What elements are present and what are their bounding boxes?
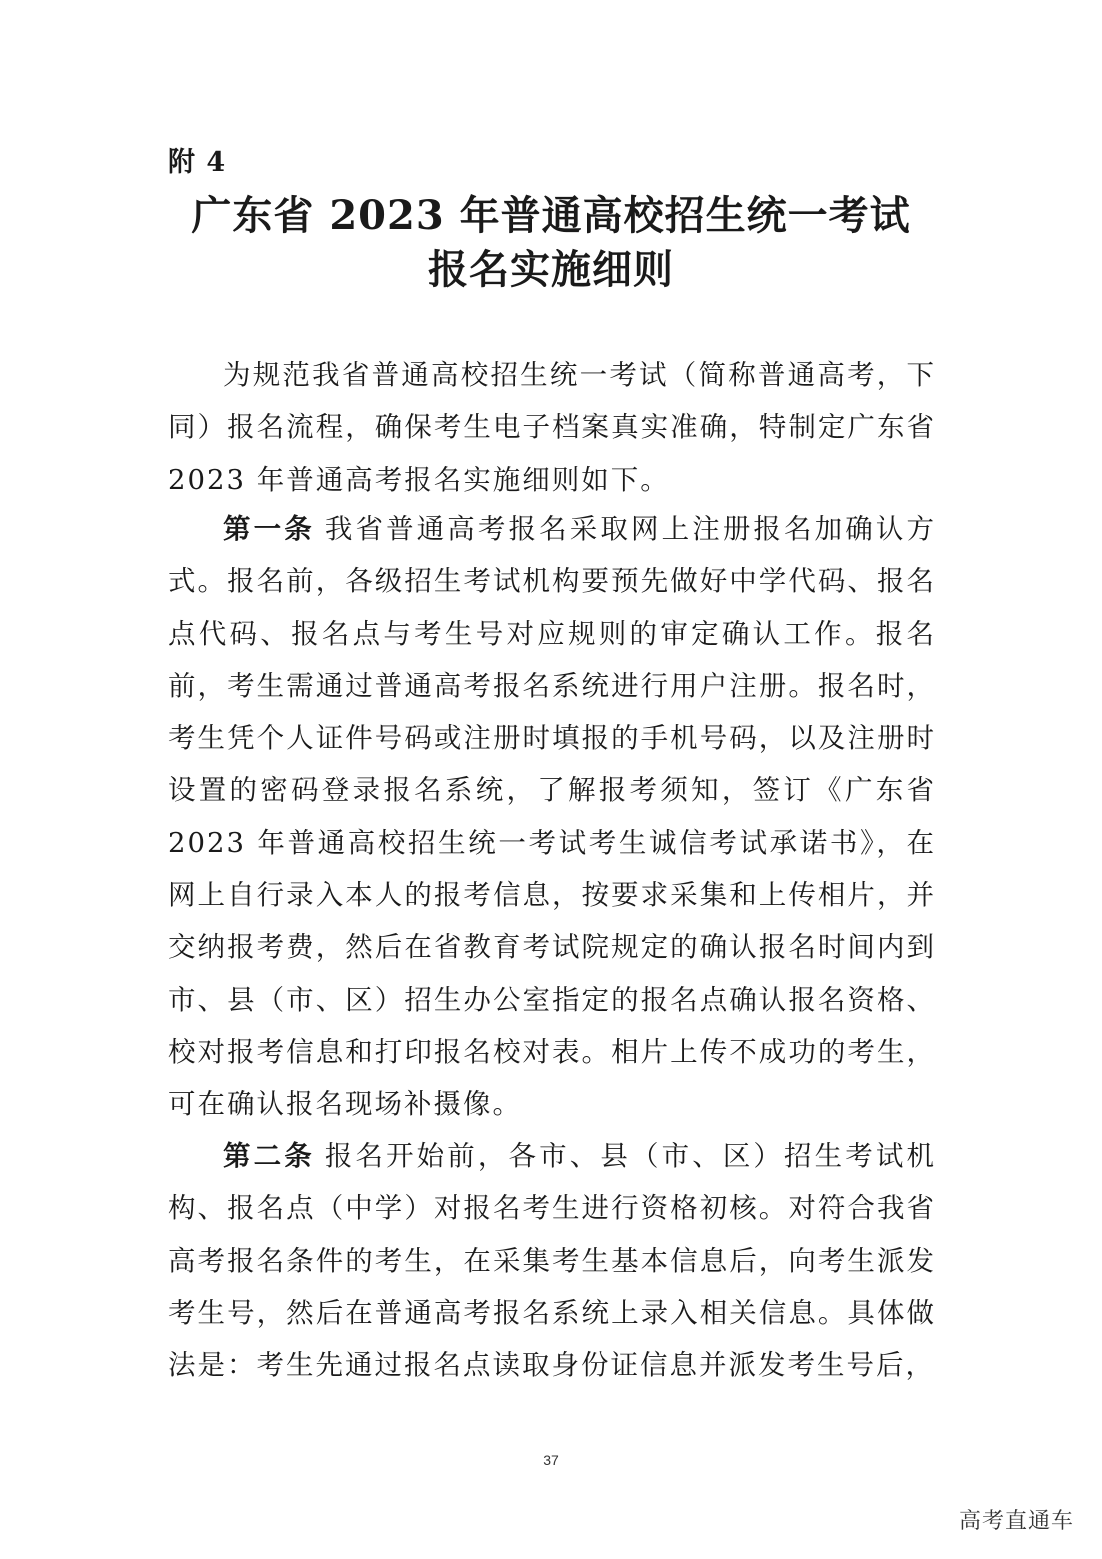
watermark-text: 高考直通车 xyxy=(958,1509,1074,1534)
article-1-paragraph xyxy=(168,503,936,1131)
intro-paragraph: 为规范我省普通高校招生统一考试（简称普通高考，下同）报名流程，确保考生电子档案真实准确，特制定广东省 2023 年普通高考报名实施细则如下。 xyxy=(168,359,936,496)
attachment-label: 附 4 xyxy=(168,147,227,178)
article-2-text: 报名开始前，各市、县（市、区）招生考试机构、报名点（中学）对报名考生进行资格初核。对符合我省高考报名条件的考生，在采集考生基本信息后，向考生派发考生号，然后在普通高考报名系统上录入相关信息。具体做法是：考生先通过报名点读取身份证信息并派发考生号后， xyxy=(168,1140,937,1382)
article-1-label: 第一条 xyxy=(223,513,315,545)
article-1-text: 我省普通高考报名采取网上注册报名加确认方式。报名前，各级招生考试机构要预先做好中学代码、报名点代码、报名点与考生号对应规则的审定确认工作。报名前，考生需通过普通高考报名系统进行用户注册。报名时，考生凭个人证件号码或注册时填报的手机号码，以及注册时设置的密码登录报名系统，了解报考须知，签订《广东省 2023 年普通高校招生统一考试考生诚信考试承诺书》，在网上自行录入本人的报考信息，按要求采集和上传相片，并交纳报考费，然后在省教育考试院规定的确认报名时间内到市、县（市、区）招生办公室指定的报名点确认报名资格、校对报考信息和打印报名校对表。相片上传不成功的考生，可在确认报名现场补摄像。 xyxy=(168,513,937,1121)
document-title-line-2: 报名实施细则 xyxy=(428,246,674,293)
article-2-label: 第二条 xyxy=(223,1140,315,1172)
document-title-line-1: 广东省 2023 年普通高校招生统一考试 xyxy=(191,192,911,239)
page-number: 37 xyxy=(543,1452,559,1468)
article-2-paragraph xyxy=(168,1130,936,1391)
